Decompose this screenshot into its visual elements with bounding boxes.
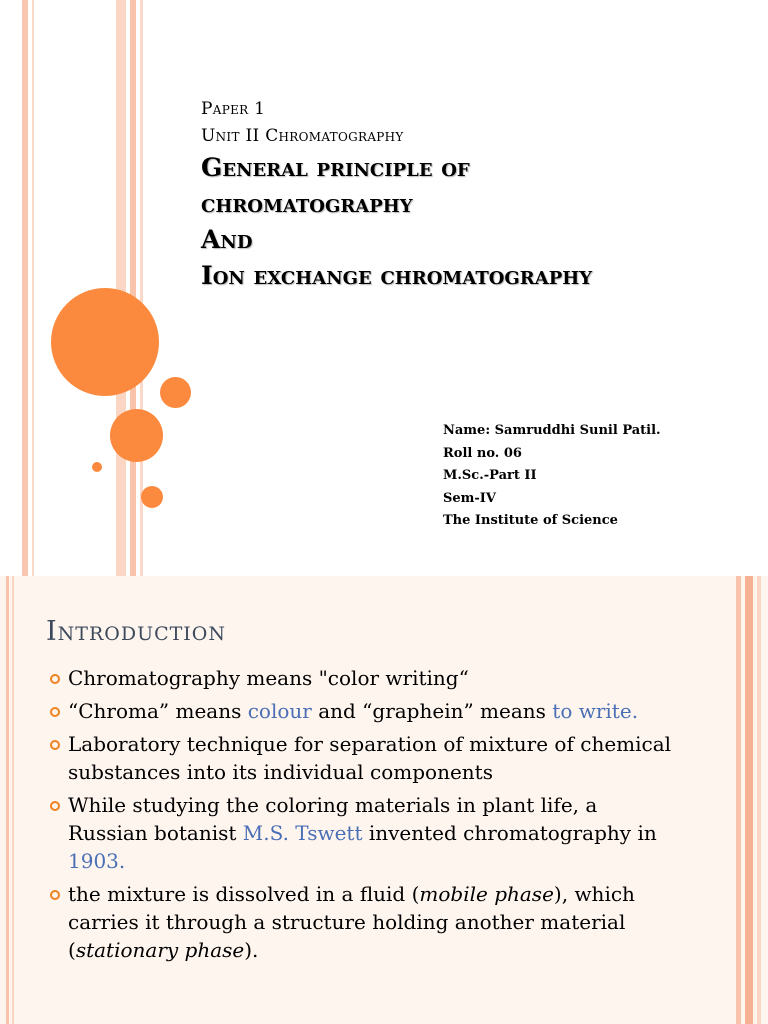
decorative-circle-medium xyxy=(110,409,163,462)
decorative-stripe xyxy=(757,576,761,1024)
paper-label: Paper 1 xyxy=(201,99,266,119)
bullet-circle-icon xyxy=(50,740,60,750)
decorative-stripe xyxy=(736,576,741,1024)
bullet-item xyxy=(50,791,680,875)
bullet-item xyxy=(50,730,680,786)
decorative-stripe xyxy=(12,576,14,1024)
bullet-text: While studying the coloring materials in plant life, a Russian botanist xyxy=(68,793,598,845)
introduction-slide xyxy=(0,576,768,1024)
heading-line-2: chromatography xyxy=(201,189,413,218)
heading-line-4: Ion exchange chromatography xyxy=(201,261,593,290)
decorative-stripe xyxy=(130,0,136,576)
decorative-circle-dot xyxy=(92,462,102,472)
bullet-text: Chromatography means "color writing“ xyxy=(68,666,469,690)
highlighted-text: . xyxy=(118,849,126,873)
bullet-item xyxy=(50,664,680,692)
bullet-text: Laboratory technique for separation of mixture of chemical substances into its individual components xyxy=(68,732,672,784)
bullet-circle-icon xyxy=(50,890,60,900)
course: M.Sc.-Part II xyxy=(443,468,537,483)
highlighted-text: 1903 xyxy=(68,849,119,873)
slide-title-block xyxy=(201,96,592,294)
decorative-stripe xyxy=(116,0,126,576)
decorative-circle-large xyxy=(51,288,159,396)
bullet-list xyxy=(50,664,680,969)
decorative-circle-small xyxy=(160,377,191,408)
bullet-text: and “graphein” means xyxy=(311,699,553,723)
bullet-item xyxy=(50,880,680,964)
decorative-stripe xyxy=(32,0,34,576)
decorative-stripe xyxy=(745,576,753,1024)
semester: Sem-IV xyxy=(443,490,496,506)
decorative-circle-small xyxy=(141,486,163,508)
bullet-item xyxy=(50,697,680,725)
bullet-circle-icon xyxy=(50,707,60,717)
italic-term: stationary phase xyxy=(75,938,245,962)
author-info xyxy=(443,420,661,533)
bullet-circle-icon xyxy=(50,801,60,811)
slide-title: Introduction xyxy=(46,616,227,647)
institute: The Institute of Science xyxy=(443,513,618,528)
heading-line-3: And xyxy=(201,225,253,254)
heading-line-1: General principle of xyxy=(201,153,470,182)
bullet-text: ), which carries it through a structure holding another material ( xyxy=(68,882,635,962)
bullet-text: “Chroma” means xyxy=(68,699,248,723)
decorative-stripe xyxy=(6,576,9,1024)
bullet-text: the mixture is dissolved in a fluid ( xyxy=(68,882,420,906)
highlighted-text: . xyxy=(631,699,639,723)
bullet-text: invented chromatography in xyxy=(362,821,657,845)
italic-term: mobile phase xyxy=(419,882,554,906)
highlighted-text: to write xyxy=(552,699,632,723)
bullet-text: ). xyxy=(244,938,259,962)
decorative-stripe xyxy=(22,0,28,576)
roll-number: Roll no. 06 xyxy=(443,445,522,461)
unit-label: Unit II Chromatography xyxy=(201,126,404,146)
author-name: Name: Samruddhi Sunil Patil. xyxy=(443,423,661,438)
bullet-circle-icon xyxy=(50,674,60,684)
highlighted-text: colour xyxy=(247,699,312,723)
highlighted-text: M.S. Tswett xyxy=(242,821,363,845)
